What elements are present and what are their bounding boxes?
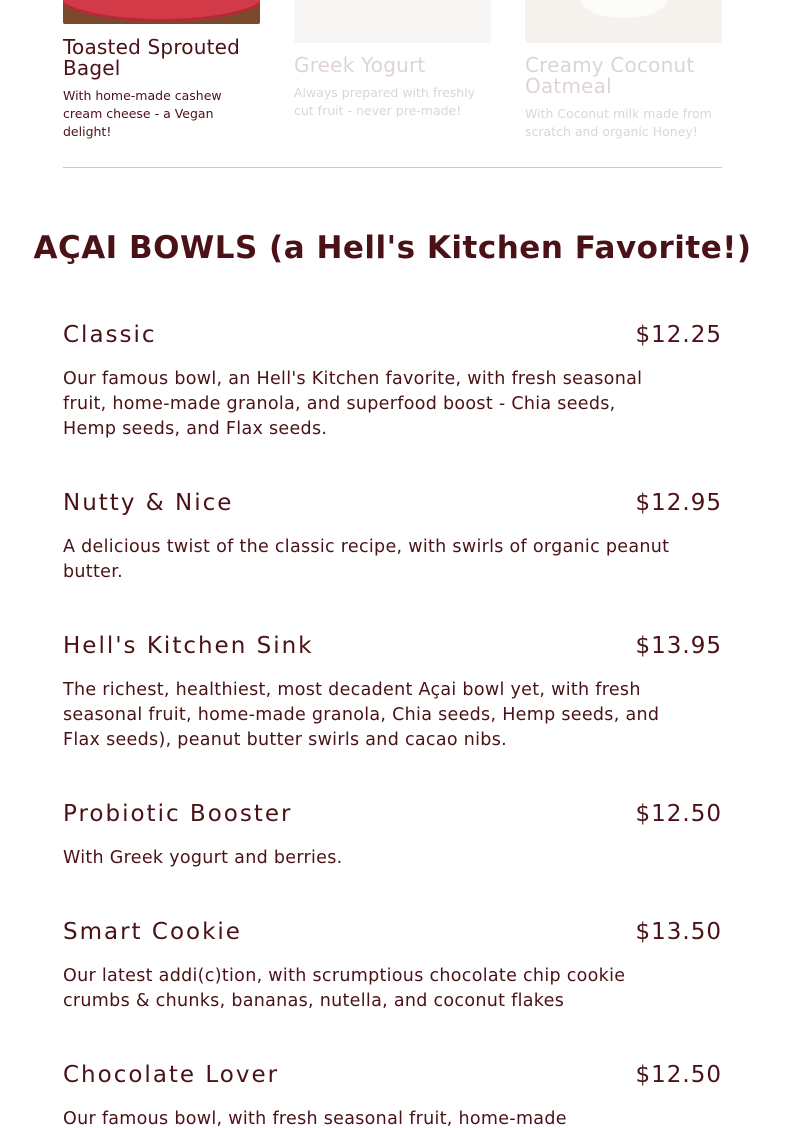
item-description: Our famous bowl, with fresh seasonal fruit, home-made — [63, 1109, 567, 1128]
item-price: $13.50 — [635, 919, 722, 945]
item-description: A delicious twist of the classic recipe, with swirls of organic peanut butter. — [63, 537, 670, 582]
item-description: Our famous bowl, an Hell's Kitchen favorite, with fresh seasonal fruit, home-made granola, and superfood boost - Chia seeds, Hemp seeds, and Flax seeds. — [63, 369, 643, 439]
item-price: $12.50 — [635, 801, 722, 827]
item-name: Probiotic Booster — [63, 801, 293, 827]
card-description: With home-made cashew cream cheese - a Vegan delight! — [63, 88, 222, 139]
card-yogurt[interactable] — [294, 0, 491, 120]
item-price: $12.95 — [635, 490, 722, 516]
item-name: Classic — [63, 322, 157, 348]
card-description: Always prepared with freshly cut fruit - never pre-made! — [294, 85, 476, 118]
card-oatmeal[interactable] — [525, 0, 722, 141]
item-price: $13.95 — [635, 633, 722, 659]
item-name: Chocolate Lover — [63, 1062, 280, 1088]
oatmeal-photo — [525, 0, 722, 43]
item-name: Hell's Kitchen Sink — [63, 633, 314, 659]
item-description: Our latest addi(c)tion, with scrumptious chocolate chip cookie crumbs & chunks, bananas, nutella, and coconut flakes — [63, 966, 626, 1011]
item-name: Smart Cookie — [63, 919, 242, 945]
card-description: With Coconut milk made from scratch and organic Honey! — [525, 106, 712, 139]
featured-cards — [63, 0, 722, 160]
item-name: Nutty & Nice — [63, 490, 234, 516]
item-price: $12.50 — [635, 1062, 722, 1088]
item-description: The richest, healthiest, most decadent Açai bowl yet, with fresh seasonal fruit, home-made granola, Chia seeds, Hemp seeds, and Flax seeds), peanut butter swirls and cacao nibs. — [63, 680, 660, 750]
item-price: $12.25 — [635, 322, 722, 348]
card-title: Toasted Sprouted Bagel — [63, 35, 241, 80]
section-title: AÇAI BOWLS (a Hell's Kitchen Favorite!) — [33, 230, 752, 266]
card-bagel[interactable] — [63, 0, 260, 141]
item-description: With Greek yogurt and berries. — [63, 848, 343, 868]
card-title: Greek Yogurt — [294, 53, 426, 77]
yogurt-photo — [294, 0, 491, 43]
bagel-photo — [63, 0, 260, 24]
card-title: Creamy Coconut Oatmeal — [525, 53, 695, 98]
section-divider — [63, 167, 722, 168]
